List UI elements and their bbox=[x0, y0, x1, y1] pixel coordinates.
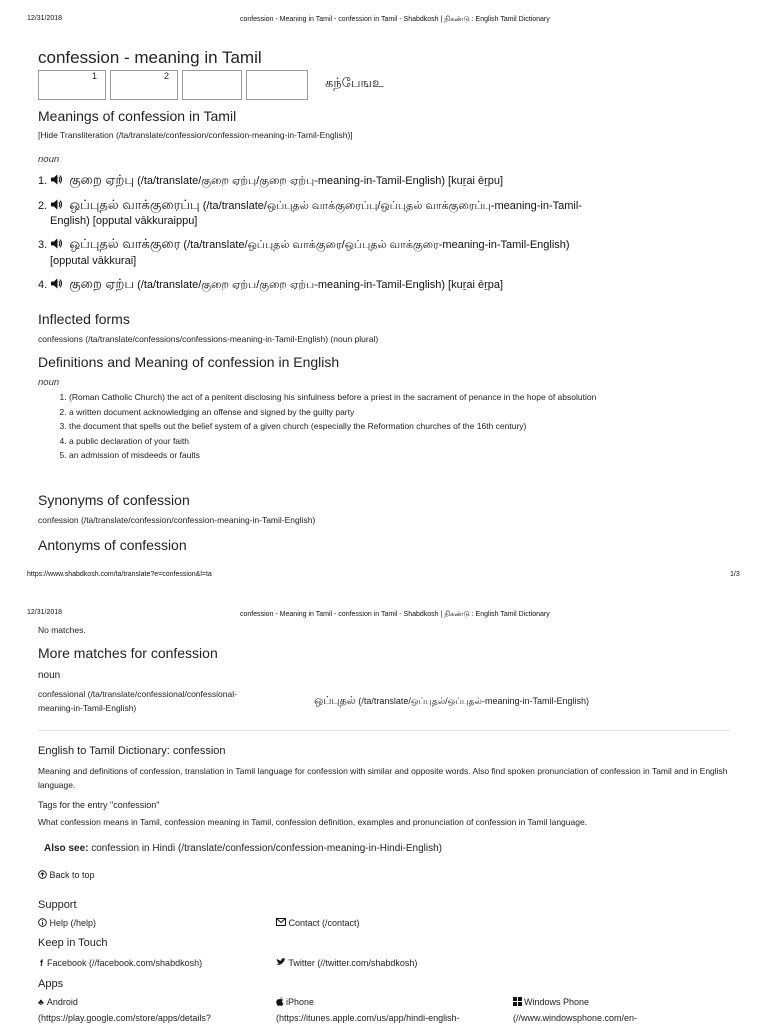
meanings-heading: Meanings of confession in Tamil bbox=[38, 108, 237, 124]
print-page-title: confession - Meaning in Tamil - confession in Tamil - Shabdkosh | நிகண்டு : English Tamil Dictionary bbox=[240, 611, 550, 618]
definitions-heading: Definitions and Meaning of confession in English bbox=[38, 354, 340, 370]
tags-text: What confession means in Tamil, confession meaning in Tamil, confession definition, examples and pronunciation of confession in Tamil language. bbox=[38, 817, 588, 827]
iphone-label: iPhone bbox=[286, 997, 315, 1007]
support-heading: Support bbox=[38, 899, 77, 911]
more-matches-heading: More matches for confession bbox=[38, 645, 218, 661]
meaning-item bbox=[38, 276, 503, 293]
meaning-link[interactable]: (/ta/translate/குறை ஏற்ப/குறை ஏற்ப-meaning-in-Tamil-English) bbox=[134, 279, 445, 291]
no-matches-text: No matches. bbox=[38, 625, 86, 635]
divider bbox=[38, 730, 730, 731]
apple-icon bbox=[276, 997, 284, 1006]
contact-link[interactable] bbox=[276, 918, 360, 928]
print-page-title: confession - Meaning in Tamil - confession in Tamil - Shabdkosh | நிகண்டு : English Tamil Dictionary bbox=[240, 16, 550, 23]
meaning-link[interactable]: (/ta/translate/ஒப்புதல் வாக்குரை/ஒப்புதல் வாக்குரை-meaning-in-Tamil-English) bbox=[180, 239, 570, 251]
meaning-tamil-word[interactable]: குறை ஏற்ப bbox=[69, 276, 135, 291]
print-date: 12/31/2018 bbox=[27, 609, 63, 616]
android-label: Android bbox=[46, 997, 78, 1007]
also-see-link[interactable]: confession in Hindi (/translate/confession/confession-meaning-in-Hindi-English) bbox=[88, 843, 442, 854]
more-matches-pos: noun bbox=[38, 670, 61, 681]
windows-url[interactable]: (//www.windowsphone.com/en- bbox=[513, 1013, 638, 1023]
synonyms-heading: Synonyms of confession bbox=[38, 492, 190, 508]
twitter-link[interactable] bbox=[276, 958, 417, 968]
definition-item: 3. the document that spells out the belief system of a given church (especially the Reformation churches of the 16th century) bbox=[69, 419, 596, 434]
page-title: confession - meaning in Tamil bbox=[38, 48, 262, 67]
iphone-url[interactable]: (https://itunes.apple.com/us/app/hindi-english- bbox=[276, 1013, 460, 1023]
meaning-transliteration: [kuṟai ēṟpu] bbox=[445, 175, 504, 187]
definition-item: 5. an admission of misdeeds or faults bbox=[69, 448, 596, 463]
meaning-number: 1. bbox=[38, 175, 48, 187]
tamil-keyboard-text: கந்பேஙஉ bbox=[325, 75, 384, 90]
speaker-icon[interactable] bbox=[51, 238, 63, 249]
twitter-label: Twitter (//twitter.com/shabdkosh) bbox=[288, 958, 418, 968]
keyboard-key-1[interactable] bbox=[38, 70, 106, 100]
windows-label: Windows Phone bbox=[524, 997, 590, 1007]
definitions-list bbox=[40, 390, 596, 463]
print-url: https://www.shabdkosh.com/ta/translate?e=confession&l=ta bbox=[27, 571, 212, 578]
keep-in-touch-heading: Keep in Touch bbox=[38, 937, 108, 949]
back-to-top-label: Back to top bbox=[49, 870, 95, 880]
speaker-icon[interactable] bbox=[51, 174, 63, 185]
keyboard-key-2[interactable] bbox=[110, 70, 178, 100]
facebook-icon: f bbox=[40, 958, 43, 968]
antonyms-heading: Antonyms of confession bbox=[38, 537, 187, 553]
match-right-link[interactable]: (/ta/translate/ஒப்புதல்/ஒப்புதல்-meaning-in-Tamil-English) bbox=[355, 696, 589, 706]
key-label: 2 bbox=[163, 71, 169, 81]
definition-item: 1. (Roman Catholic Church) the act of a penitent disclosing his sinfulness before a priest in the sacrament of penance in the hope of absolution bbox=[69, 390, 596, 405]
arrow-up-circle-icon bbox=[38, 870, 47, 879]
help-label: Help (/help) bbox=[49, 918, 97, 928]
definition-item: 2. a written document acknowledging an offense and signed by the guilty party bbox=[69, 405, 596, 420]
also-see-label: Also see: bbox=[44, 843, 89, 854]
match-right[interactable] bbox=[314, 695, 589, 709]
print-page-number: 1/3 bbox=[730, 571, 740, 578]
tags-heading: Tags for the entry "confession" bbox=[38, 800, 160, 810]
meaning-transliteration: [kuṟai ēṟpa] bbox=[445, 279, 504, 291]
meaning-tamil-word[interactable]: ஒப்புதல் வாக்குரை bbox=[69, 236, 181, 251]
android-url[interactable]: (https://play.google.com/store/apps/details? bbox=[38, 1013, 211, 1023]
key-label: 1 bbox=[91, 71, 97, 81]
meaning-item bbox=[38, 236, 570, 253]
also-see bbox=[44, 843, 442, 854]
speaker-icon[interactable] bbox=[51, 278, 63, 289]
meaning-item bbox=[38, 197, 582, 214]
android-icon: ♣ bbox=[38, 997, 44, 1007]
facebook-label: Facebook (//facebook.com/shabdkosh) bbox=[47, 958, 203, 968]
windows-link[interactable] bbox=[513, 997, 589, 1007]
android-link[interactable] bbox=[38, 997, 78, 1007]
iphone-link[interactable] bbox=[276, 997, 314, 1007]
inflected-heading: Inflected forms bbox=[38, 311, 130, 327]
synonym-link[interactable]: confession (/ta/translate/confession/confession-meaning-in-Tamil-English) bbox=[38, 515, 316, 525]
facebook-link[interactable] bbox=[38, 958, 202, 968]
part-of-speech: noun bbox=[38, 154, 60, 165]
meaning-number: 3. bbox=[38, 239, 48, 251]
print-date: 12/31/2018 bbox=[27, 15, 63, 22]
apps-heading: Apps bbox=[38, 978, 64, 990]
inflected-link[interactable]: confessions (/ta/translate/confessions/confessions-meaning-in-Tamil-English) (noun plural) bbox=[38, 334, 379, 344]
meaning-number: 2. bbox=[38, 200, 48, 212]
meaning-tamil-word[interactable]: குறை ஏற்பு bbox=[69, 172, 135, 187]
meaning-item bbox=[38, 172, 503, 189]
keyboard-key-3[interactable] bbox=[182, 70, 242, 100]
match-left-link-cont[interactable]: meaning-in-Tamil-English) bbox=[38, 703, 137, 713]
help-link[interactable] bbox=[38, 918, 96, 928]
back-to-top-link[interactable] bbox=[38, 870, 95, 880]
windows-icon bbox=[513, 997, 522, 1006]
dictionary-heading: English to Tamil Dictionary: confession bbox=[38, 745, 226, 757]
speaker-icon[interactable] bbox=[51, 199, 63, 210]
definition-item: 4. a public declaration of your faith bbox=[69, 434, 596, 449]
info-icon bbox=[38, 918, 47, 927]
meaning-continuation: [opputal vākkurai] bbox=[50, 255, 137, 267]
twitter-icon bbox=[276, 958, 286, 966]
definitions-pos: noun bbox=[38, 377, 60, 388]
match-left-link[interactable]: confessional (/ta/translate/confessional/confessional- bbox=[38, 689, 237, 699]
hide-transliteration-link[interactable]: [Hide Transliteration (/ta/translate/confession/confession-meaning-in-Tamil-English)] bbox=[38, 130, 353, 140]
envelope-icon bbox=[276, 918, 286, 926]
dictionary-description: Meaning and definitions of confession, translation in Tamil language for confession with similar and opposite words. Also find spoken pronunciation of confession in Tamil and in English language. bbox=[38, 766, 728, 790]
meaning-link[interactable]: (/ta/translate/குறை ஏற்பு/குறை ஏற்பு-meaning-in-Tamil-English) bbox=[134, 175, 445, 187]
meaning-continuation: English) [opputal vākkuraippu] bbox=[50, 215, 198, 227]
keyboard-key-4[interactable] bbox=[246, 70, 308, 100]
meaning-tamil-word[interactable]: ஒப்புதல் வாக்குரைப்பு bbox=[69, 197, 200, 212]
contact-label: Contact (/contact) bbox=[288, 918, 360, 928]
meaning-link[interactable]: (/ta/translate/ஒப்புதல் வாக்குரைப்பு/ஒப்புதல் வாக்குரைப்பு-meaning-in-Tamil- bbox=[199, 200, 582, 212]
meaning-number: 4. bbox=[38, 279, 48, 291]
match-right-tamil[interactable]: ஒப்புதல் bbox=[314, 695, 356, 707]
